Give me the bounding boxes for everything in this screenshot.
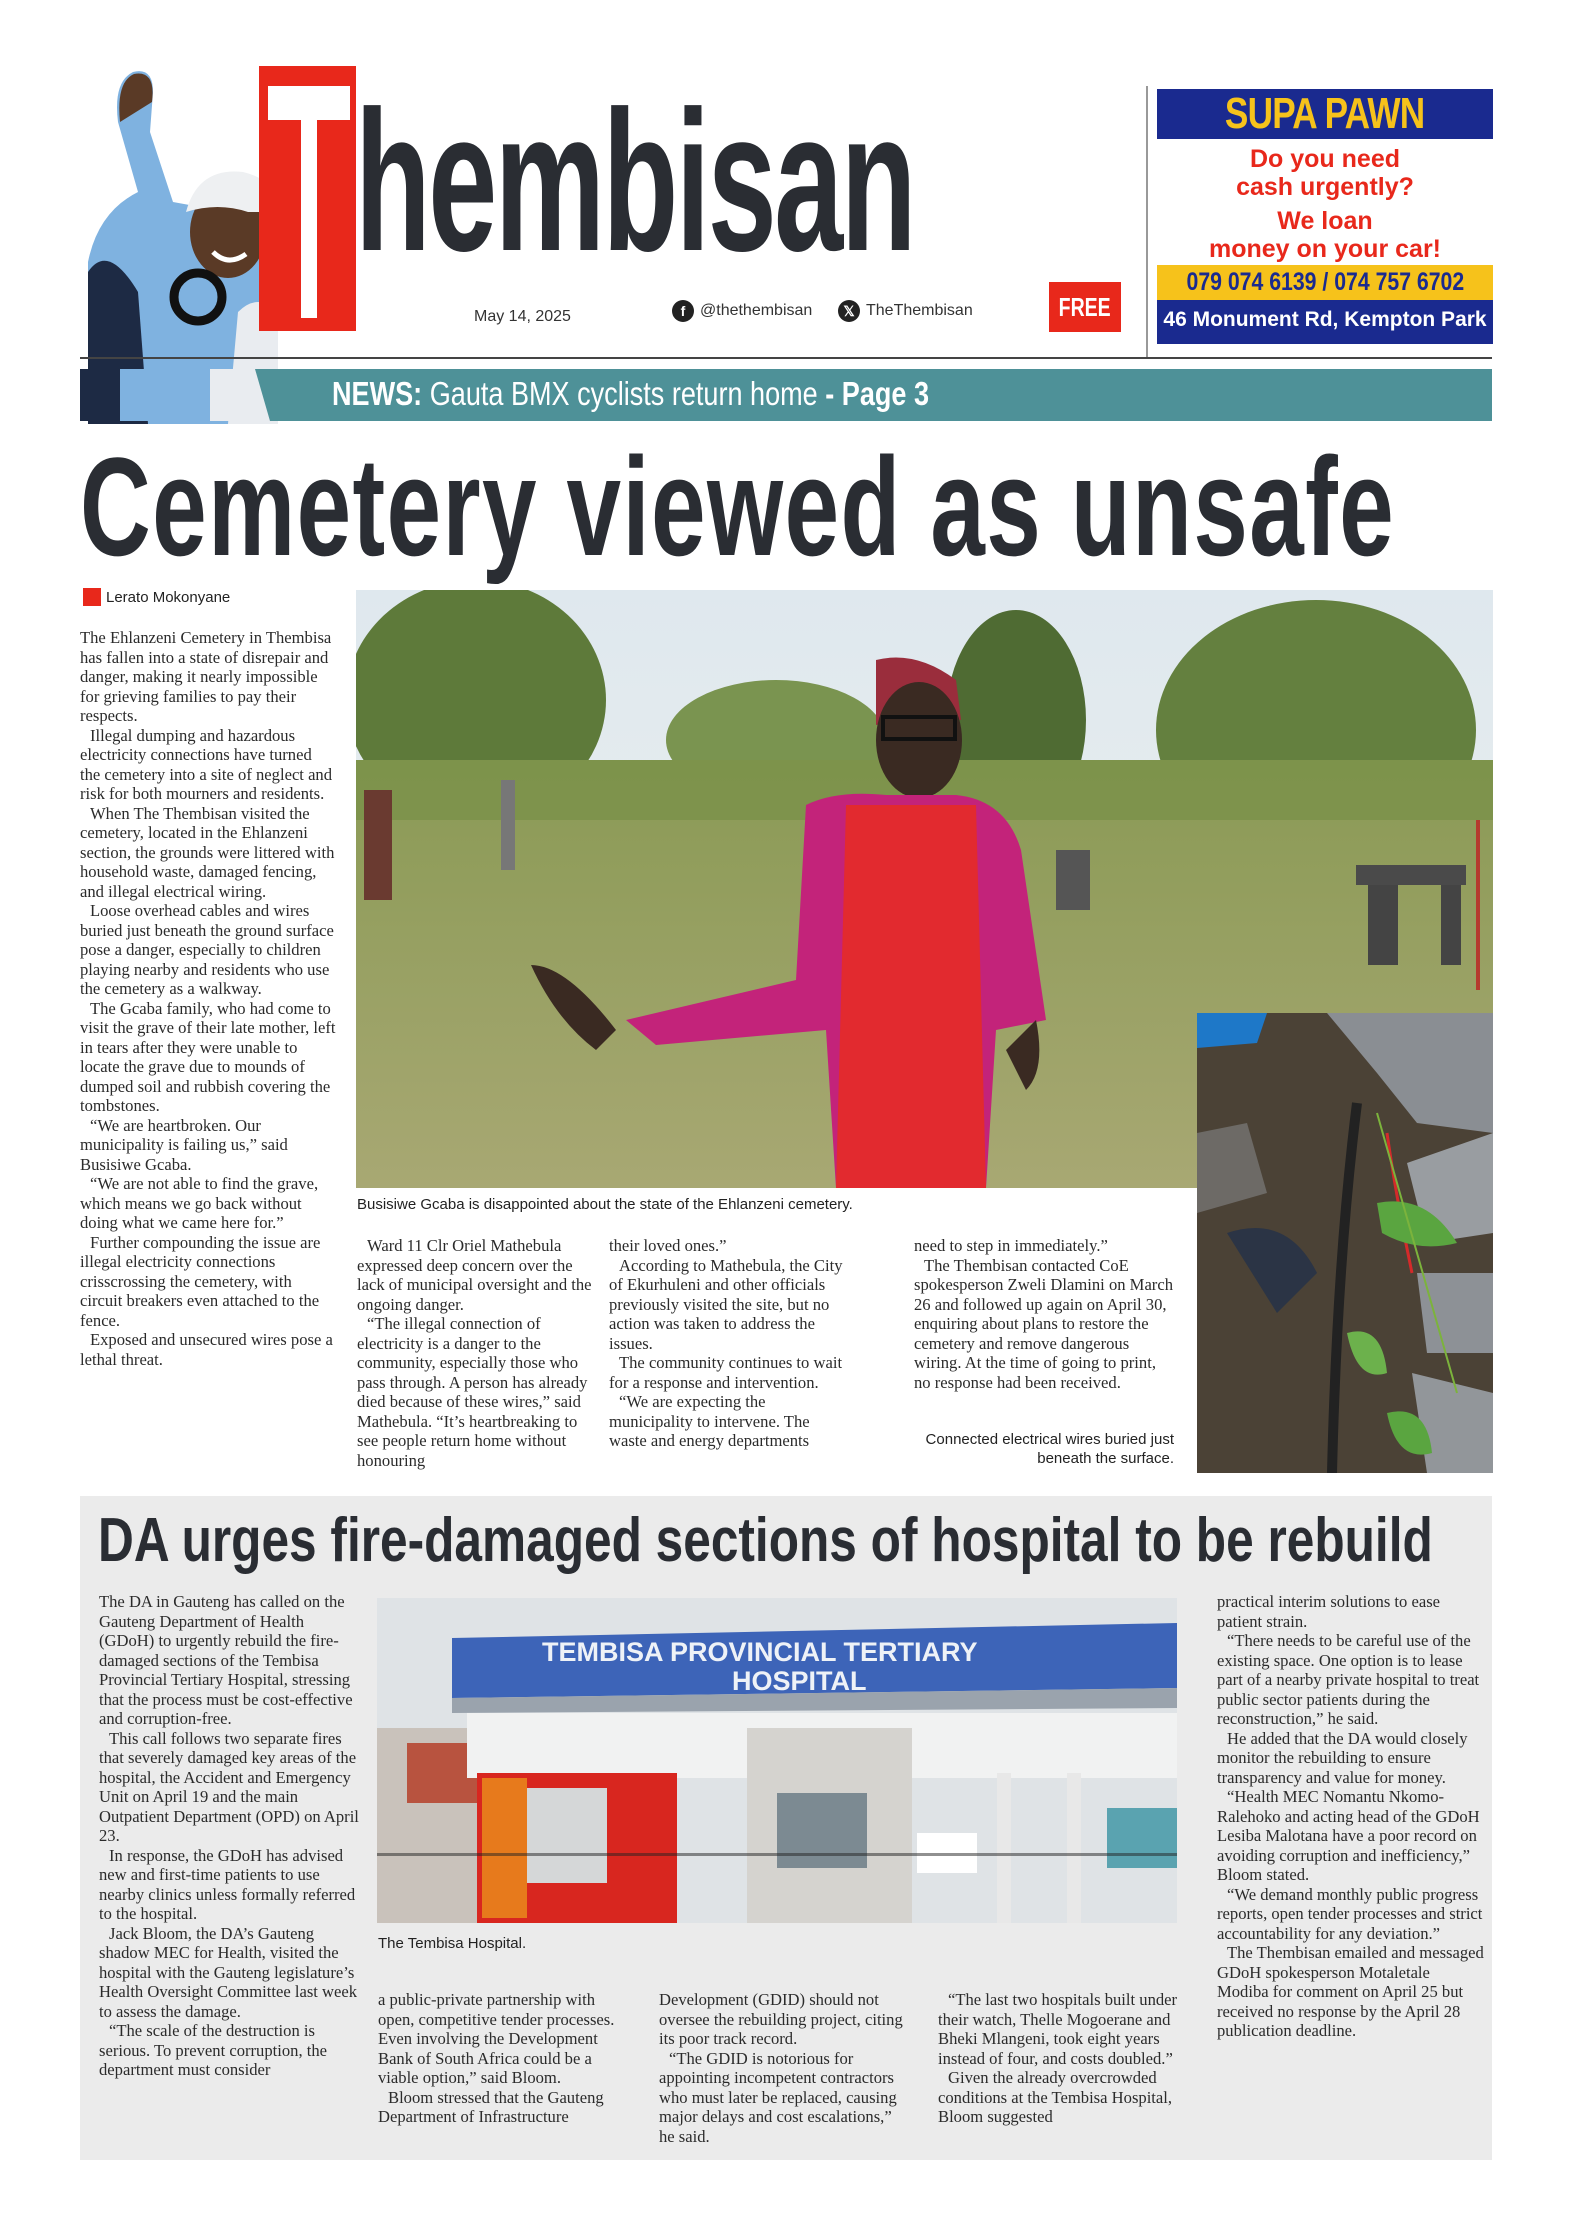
- lead-headline: Cemetery viewed as unsafe: [80, 428, 1396, 585]
- cover-person-photo-lower: [80, 369, 270, 421]
- issue-date: May 14, 2025: [474, 308, 571, 325]
- advert-phone: 079 074 6139 / 074 757 6702: [1157, 265, 1493, 300]
- facebook-handle-text: @thethembisan: [700, 302, 813, 319]
- svg-text:TEMBISA PROVINCIAL TERTIARY: TEMBISA PROVINCIAL TERTIARY: [542, 1637, 978, 1667]
- facebook-icon: f: [672, 300, 694, 322]
- svg-text:HOSPITAL: HOSPITAL: [732, 1666, 867, 1696]
- second-headline: DA urges fire-damaged sections of hospital to be rebuild: [98, 1506, 1433, 1575]
- news-label: NEWS:: [332, 375, 423, 412]
- x-handle-text: TheThembisan: [866, 302, 973, 319]
- news-teaser-strip[interactable]: [80, 369, 1492, 421]
- cemetery-photo-caption: Busisiwe Gcaba is disappointed about the state of the Ehlanzeni cemetery.: [357, 1196, 853, 1213]
- second-story-column-5: practical interim solutions to ease patient strain. “There needs to be careful use of the existing space. One option is to lease part of a nearby private hospital to treat public sector patients during the reconstruction,” he said. He added that the DA would closely monitor the rebuilding to ensure transparency and value for money. “Health MEC Nomantu Nkomo-Ralehoko and acting head of the GDoH Lesiba Malotana have a poor record on avoiding corruption and inefficiency,” Bloom stated. “We demand monthly public progress reports, open tender processes and strict accountability for any deviation.” The Thembisan emailed and messaged GDoH spokesperson Motaletale Modiba for comment on April 25 but received no response by the April 28 publication deadline.: [1217, 1592, 1484, 2040]
- lead-story-column-3: their loved ones.” According to Mathebula, the City of Ekurhuleni and other officials previously visited the site, but no action was taken to address the issues. The community continues to wait for a response and intervention. “We are expecting the municipality to intervene. The waste and energy departments: [609, 1236, 843, 1450]
- facebook-handle[interactable]: [672, 300, 812, 322]
- x-twitter-icon: 𝕏: [838, 300, 860, 322]
- advert-address: 46 Monument Rd, Kempton Park: [1163, 308, 1487, 331]
- masthead-rule: [80, 357, 1492, 359]
- buried-wires-photo[interactable]: [1197, 1013, 1493, 1473]
- hospital-photo-caption: The Tembisa Hospital.: [378, 1935, 527, 1952]
- lead-story-column-1: The Ehlanzeni Cemetery in Thembisa has fallen into a state of disrepair and danger, making it nearly impossible for grieving families to pay their respects. Illegal dumping and hazardous electricity connections have turned the cemetery into a site of neglect and risk for both mourners and residents. When The Thembisan visited the cemetery, located in the Ehlanzeni section, the grounds were littered with household waste, damaged fencing, and illegal electrical wiring. Loose overhead cables and wires buried just beneath the ground surface pose a danger, especially to children playing nearby and residents who use the cemetery as a walkway. The Gcaba family, who had come to visit the grave of their late mother, left in tears after they were unable to locate the grave due to mounds of dumped soil and rubbish covering the tombstones. “We are heartbroken. Our municipality is failing us,” said Busisiwe Gcaba. “We are not able to find the grave, which means we go back without doing what we came here for.” Further compounding the issue are illegal electricity connections crisscrossing the cemetery, with circuit breakers even attached to the fence. Exposed and unsecured wires pose a lethal threat.: [80, 628, 336, 1369]
- lead-story-column-2: Ward 11 Clr Oriel Mathebula expressed deep concern over the lack of municipal oversight and the ongoing danger. “The illegal connection of electricity is a danger to the community, especially those who pass through. A person has already died because of these wires,” said Mathebula. “It’s heartbreaking to see people return home without honouring: [357, 1236, 592, 1470]
- byline-author: Lerato Mokonyane: [106, 588, 231, 606]
- publication-wordmark: hembisan: [355, 70, 914, 293]
- masthead-divider: [1146, 86, 1148, 358]
- logo-t-letter: [268, 86, 350, 318]
- advert-body: Do you need cash urgently? We loan money on your car!: [1157, 139, 1493, 265]
- advert-brand: SUPA PAWN: [1225, 89, 1425, 138]
- x-handle[interactable]: [838, 300, 973, 322]
- news-teaser-text: Gauta BMX cyclists return home: [422, 375, 826, 412]
- byline: [83, 588, 230, 606]
- masthead: [0, 0, 1572, 420]
- second-story-column-4: “The last two hospitals built under their watch, Thelle Mogoerane and Bheki Mlangeni, took eight years instead of four, and costs doubled.” Given the already overcrowded conditions at the Tembisa Hospital, Bloom suggested: [938, 1990, 1178, 2126]
- hospital-photo[interactable]: [377, 1598, 1177, 1923]
- news-page-ref: - Page 3: [825, 375, 930, 412]
- second-story-column-3: Development (GDID) should not oversee the rebuilding project, citing its poor track record. “The GDID is notorious for appointing incompetent contractors who must later be replaced, causing major delays and cost escalations,” he said.: [659, 1990, 903, 2146]
- second-story-column-1: The DA in Gauteng has called on the Gauteng Department of Health (GDoH) to urgently rebuild the fire-damaged sections of the Tembisa Provincial Tertiary Hospital, stressing that the process must be cost-effective and corruption-free. This call follows two separate fires that severely damaged key areas of the hospital, the Accident and Emergency Unit on April 19 and the main Outpatient Department (OPD) on April 23. In response, the GDoH has advised new and first-time patients to use nearby clinics unless formally referred to the hospital. Jack Bloom, the DA’s Gauteng shadow MEC for Health, visited the hospital with the Gauteng legislature’s Health Oversight Committee last week to assess the damage. “The scale of the destruction is serious. To prevent corruption, the department must consider: [99, 1592, 359, 2079]
- second-story-column-2: a public-private partnership with open, competitive tender processes. Even involving the Development Bank of South Africa could be a viable option,” said Bloom. Bloom stressed that the Gauteng Department of Infrastructure: [378, 1990, 615, 2126]
- lead-story-column-4: need to step in immediately.” The Thembisan contacted CoE spokesperson Zweli Dlamini on March 26 and followed up again on April 30, enquiring about plans to restore the cemetery and remove dangerous wiring. At the time of going to print, no response had been received.: [914, 1236, 1173, 1392]
- byline-marker-icon: [83, 588, 101, 606]
- price-badge: FREE: [1049, 282, 1121, 332]
- buried-wires-caption: Connected electrical wires buried just beneath the surface.: [925, 1431, 1174, 1467]
- supa-pawn-advert[interactable]: [1157, 89, 1493, 344]
